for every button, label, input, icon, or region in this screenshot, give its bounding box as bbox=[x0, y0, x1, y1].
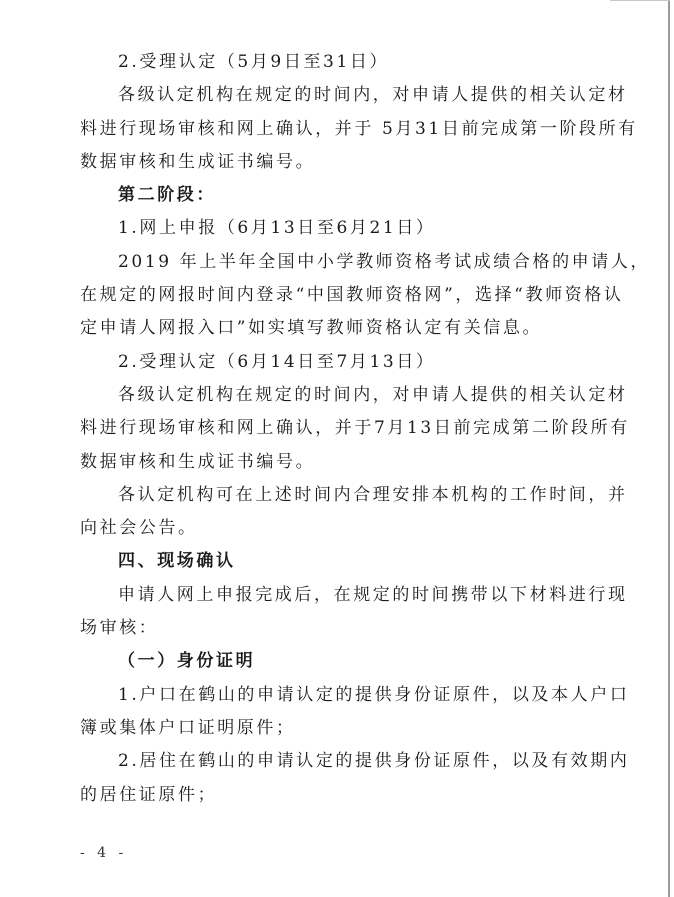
page-edge bbox=[668, 0, 670, 897]
paragraph-line: 场审核： bbox=[80, 618, 159, 639]
paragraph-line: 各认定机构可在上述时间内合理安排本机构的工作时间，并 bbox=[118, 484, 628, 505]
item-heading: 2.受理认定（5月9日至31日） bbox=[118, 52, 390, 72]
paragraph-line: 向社会公告。 bbox=[80, 518, 198, 539]
paragraph-line: 在规定的网报时间内登录“中国教师资格网”，选择“教师资格认 bbox=[80, 285, 624, 306]
item-heading: 1.网上申报（6月13日至6月21日） bbox=[118, 218, 436, 239]
paragraph-line: 各级认定机构在规定的时间内，对申请人提供的相关认定材 bbox=[118, 85, 628, 106]
paragraph-line: 申请人网上申报完成后，在规定的时间携带以下材料进行现 bbox=[118, 584, 628, 605]
section-heading: 四、现场确认 bbox=[118, 551, 236, 572]
document-body bbox=[80, 46, 651, 812]
paragraph-line: 2.居住在鹤山的申请认定的提供身份证原件，以及有效期内 bbox=[118, 751, 630, 772]
item-heading: 2.受理认定（6月14日至7月13日） bbox=[118, 351, 436, 372]
paragraph-line: 料进行现场审核和网上确认，并于 5月31日前完成第一阶段所有 bbox=[80, 118, 638, 139]
paragraph-line: 各级认定机构在规定的时间内，对申请人提供的相关认定材 bbox=[118, 384, 628, 405]
subsection-heading: （一）身份证明 bbox=[118, 651, 256, 672]
paragraph-line: 簿或集体户口证明原件； bbox=[80, 717, 296, 738]
paragraph-line: 的居住证原件； bbox=[80, 784, 218, 805]
paragraph-line: 1.户口在鹤山的申请认定的提供身份证原件，以及本人户口 bbox=[118, 684, 630, 705]
section-heading: 第二阶段： bbox=[118, 185, 216, 206]
paragraph-line: 料进行现场审核和网上确认，并于7月13日前完成第二阶段所有 bbox=[80, 418, 630, 439]
page-edge-top bbox=[610, 0, 670, 1]
page-number: - 4 - bbox=[80, 845, 128, 861]
paragraph-line: 数据审核和生成证书编号。 bbox=[80, 151, 316, 172]
paragraph-line: 定申请人网报入口”如实填写教师资格认定有关信息。 bbox=[80, 318, 543, 339]
paragraph-line: 2019 年上半年全国中小学教师资格考试成绩合格的申请人， bbox=[118, 251, 651, 272]
paragraph-line: 数据审核和生成证书编号。 bbox=[80, 451, 316, 472]
